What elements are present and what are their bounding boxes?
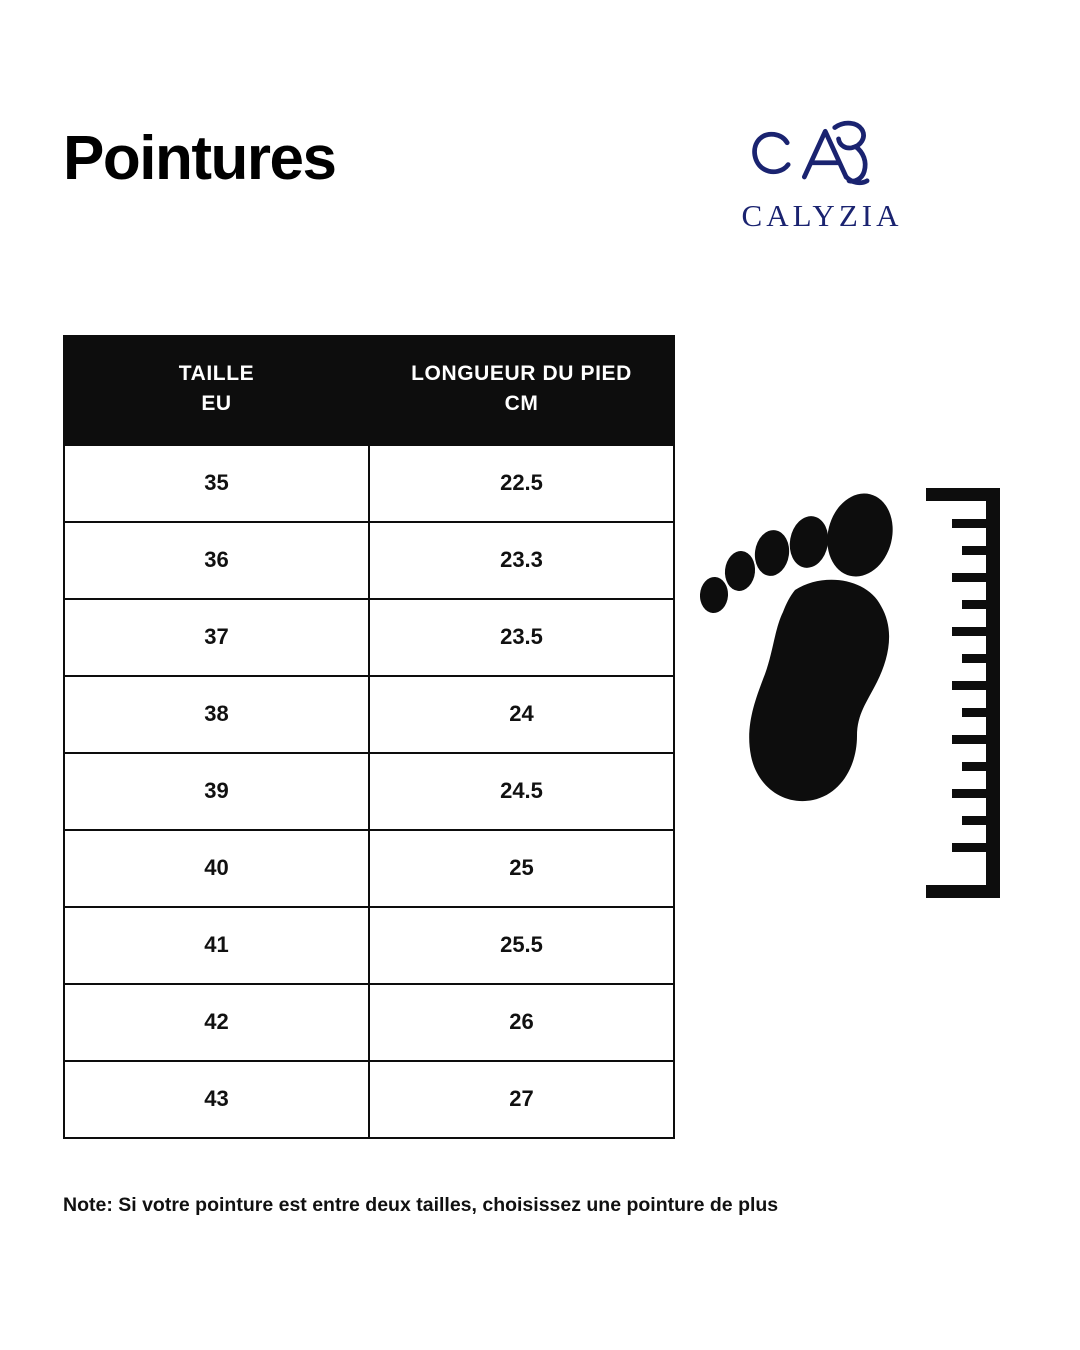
column-header-cm-line2: CM [504, 392, 539, 416]
cell-eu: 39 [64, 753, 369, 830]
cell-eu: 38 [64, 676, 369, 753]
ruler-icon [926, 488, 1000, 898]
cell-eu: 40 [64, 830, 369, 907]
footprint-icon [700, 487, 901, 802]
brand-monogram-icon [713, 118, 932, 196]
column-header-eu-line2: EU [201, 392, 232, 416]
cell-eu: 43 [64, 1061, 369, 1138]
table-row [64, 753, 674, 830]
cell-cm: 23.5 [369, 599, 674, 676]
table-row [64, 907, 674, 984]
cell-cm: 22.5 [369, 445, 674, 522]
cell-eu: 35 [64, 445, 369, 522]
cell-cm: 23.3 [369, 522, 674, 599]
page-title: Pointures [63, 124, 336, 193]
cell-eu: 42 [64, 984, 369, 1061]
cell-cm: 26 [369, 984, 674, 1061]
column-header-cm [369, 336, 674, 445]
brand-logo [707, 118, 937, 234]
column-header-eu-line1: TAILLE [178, 362, 255, 385]
cell-eu: 37 [64, 599, 369, 676]
cell-cm: 25 [369, 830, 674, 907]
foot-measurement-illustration [700, 470, 1020, 930]
cell-cm: 24.5 [369, 753, 674, 830]
column-header-eu [64, 336, 369, 445]
table-row [64, 984, 674, 1061]
table-header [64, 336, 674, 445]
table-row [64, 830, 674, 907]
header [63, 118, 1017, 278]
cell-cm: 25.5 [369, 907, 674, 984]
table-row [64, 445, 674, 522]
column-header-cm-line1: LONGUEUR DU PIED [411, 362, 632, 385]
size-table [63, 335, 675, 1139]
table-row [64, 522, 674, 599]
cell-eu: 41 [64, 907, 369, 984]
table-row [64, 599, 674, 676]
cell-cm: 24 [369, 676, 674, 753]
note-text: Note: Si votre pointure est entre deux tailles, choisissez une pointure de plus [63, 1194, 779, 1216]
table-header-row [64, 336, 674, 445]
table-row [64, 1061, 674, 1138]
cell-eu: 36 [64, 522, 369, 599]
table-body [64, 445, 674, 1138]
brand-name: CALYZIA [741, 198, 903, 233]
cell-cm: 27 [369, 1061, 674, 1138]
table-row [64, 676, 674, 753]
